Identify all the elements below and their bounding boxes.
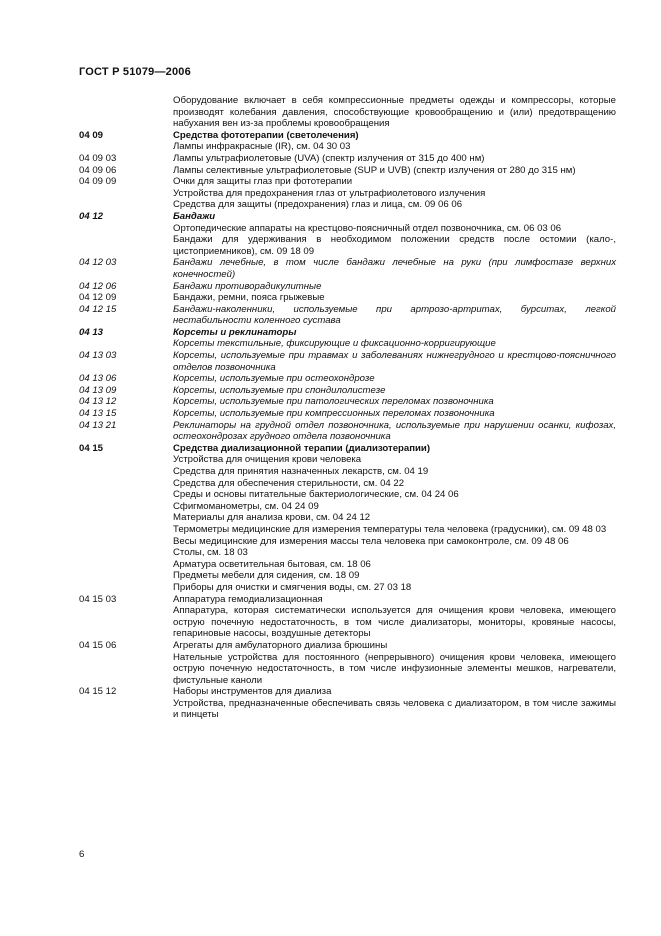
entry-code: 04 13 21 xyxy=(79,419,117,431)
entry-text: Бандажи xyxy=(173,210,216,222)
entry-row xyxy=(79,165,616,177)
entry-row xyxy=(79,686,616,698)
entry-row xyxy=(79,396,616,408)
entry-row xyxy=(79,95,616,130)
entry-text: Корсеты, используемые при спондилолистезе xyxy=(173,384,386,396)
entry-text: Нательные устройства для постоянного (непрерывного) очищения крови человека, имеющего острую почечную недостаточность, в том числе инфузионные элементы мешков, нагреватели, фистульные каноли xyxy=(173,651,616,686)
entry-text: Корсеты, используемые при травмах и заболеваниях нижнегрудного и крестцово-поясничного отделов позвоночника xyxy=(173,350,616,373)
entry-row xyxy=(79,141,616,153)
entry-row xyxy=(79,582,616,594)
entry-text: Оборудование включает в себя компрессионные предметы одежды и компрессоры, которые производят колебания давления, способствующие кровообращению и (или) предотвращению набухания вен из-за проблемы кровообращения xyxy=(173,95,616,130)
entry-code xyxy=(79,605,173,640)
entry-code xyxy=(79,524,173,536)
entry-text: Реклинаторы на грудной отдел позвоночника, используемые при нарушении осанки, кифозах, остеохондрозах грудного отдела позвоночника xyxy=(173,419,616,443)
entry-text: Средства диализационной терапии (диализотерапии) xyxy=(173,442,431,454)
entry-text: Корсеты, используемые при остеохондрозе xyxy=(173,373,375,385)
entry-text: Средства фототерапии (светолечения) xyxy=(173,129,359,141)
entry-text: Очки для защиты глаз при фототерапии xyxy=(173,176,353,188)
entry-code: 04 13 xyxy=(79,326,104,338)
entry-row xyxy=(79,454,616,466)
entry-text: Корсеты, используемые при патологических переломах позвоночника xyxy=(173,396,494,408)
entry-row xyxy=(79,547,616,559)
entry-text: Средства для защиты (предохранения) глаз и лица, см. 09 06 06 xyxy=(173,199,463,211)
entry-row xyxy=(79,176,616,188)
entry-row xyxy=(79,478,616,490)
entry-code: 04 09 06 xyxy=(79,164,117,176)
entry-row xyxy=(79,594,616,606)
entry-text: Сфигмоманометры, см. 04 24 09 xyxy=(173,500,319,512)
entry-code xyxy=(79,188,173,200)
entry-row xyxy=(79,350,616,373)
entry-row xyxy=(79,327,616,339)
entry-code xyxy=(79,478,173,490)
entry-code xyxy=(79,454,173,466)
entry-row xyxy=(79,292,616,304)
entry-code: 04 15 03 xyxy=(79,593,117,605)
entry-row xyxy=(79,443,616,455)
entry-code: 04 13 06 xyxy=(79,373,117,385)
entry-row xyxy=(79,338,616,350)
document-header: ГОСТ Р 51079—2006 xyxy=(79,66,191,78)
entry-row xyxy=(79,524,616,536)
entry-code xyxy=(79,536,173,548)
entry-row xyxy=(79,512,616,524)
entry-text: Весы медицинские для измерения массы тела человека при самоконтроле, см. 09 48 06 xyxy=(173,535,569,547)
entry-code: 04 12 03 xyxy=(79,257,117,269)
entry-code: 04 13 12 xyxy=(79,396,117,408)
entry-row xyxy=(79,211,616,223)
entry-text: Арматура осветительная бытовая, см. 18 06 xyxy=(173,558,371,570)
entry-row xyxy=(79,652,616,687)
entry-code: 04 09 03 xyxy=(79,152,117,164)
entry-code xyxy=(79,559,173,571)
entry-text: Устройства для очищения крови человека xyxy=(173,454,362,466)
entry-row xyxy=(79,373,616,385)
entry-code xyxy=(79,466,173,478)
entry-row xyxy=(79,130,616,142)
entry-text: Бандажи лечебные, в том числе бандажи лечебные на руки (при лимфостазе верхних конечностей) xyxy=(173,257,616,280)
entry-code xyxy=(79,698,173,721)
entry-code: 04 12 06 xyxy=(79,280,117,292)
entry-row xyxy=(79,281,616,293)
entry-code: 04 09 xyxy=(79,129,104,141)
entry-row xyxy=(79,489,616,501)
entry-text: Бандажи для удерживания в необходимом положении средств после остомии (кало-, цистоприемников), см. 09 18 09 xyxy=(173,234,616,257)
entry-text: Корсеты текстильные, фиксирующие и фиксационно-корригирующие xyxy=(173,338,496,350)
entry-row xyxy=(79,570,616,582)
entry-code xyxy=(79,547,173,559)
entry-text: Бандажи противорадикулитные xyxy=(173,280,322,292)
entry-row xyxy=(79,234,616,257)
classification-list xyxy=(79,95,616,721)
entry-code: 04 12 xyxy=(79,210,104,222)
entry-row xyxy=(79,385,616,397)
entry-code: 04 12 09 xyxy=(79,292,117,304)
entry-row xyxy=(79,501,616,513)
entry-text: Бандажи-наколенники, используемые при артрозо-артритах, бурситах, легкой нестабильности коленного сустава xyxy=(173,303,616,327)
entry-code xyxy=(79,234,173,257)
entry-text: Лампы ультрафиолетовые (UVA) (спектр излучения от 315 до 400 нм) xyxy=(173,152,485,164)
entry-text: Приборы для очистки и смягчения воды, см. 27 03 18 xyxy=(173,581,412,593)
entry-text: Лампы инфракрасные (IR), см. 04 30 03 xyxy=(173,141,351,153)
entry-row xyxy=(79,605,616,640)
entry-text: Устройства, предназначенные обеспечивать связь человека с диализатором, в том числе зажимы и пинцеты xyxy=(173,697,616,721)
entry-code: 04 13 15 xyxy=(79,408,117,420)
entry-code xyxy=(79,199,173,211)
entry-text: Материалы для анализа крови, см. 04 24 12 xyxy=(173,512,371,524)
entry-code xyxy=(79,501,173,513)
entry-text: Бандажи, ремни, пояса грыжевые xyxy=(173,292,325,304)
entry-code: 04 13 03 xyxy=(79,350,117,362)
entry-row xyxy=(79,257,616,280)
entry-text: Агрегаты для амбулаторного диализа брюшины xyxy=(173,639,388,651)
entry-text: Корсеты и реклинаторы xyxy=(173,326,297,338)
entry-text: Средства для принятия назначенных лекарств, см. 04 19 xyxy=(173,466,429,477)
entry-row xyxy=(79,466,616,478)
entry-text: Среды и основы питательные бактериологические, см. 04 24 06 xyxy=(173,489,459,501)
page-number: 6 xyxy=(79,849,85,860)
entry-code: 04 09 09 xyxy=(79,176,117,188)
entry-row xyxy=(79,698,616,721)
entry-row xyxy=(79,199,616,211)
entry-text: Предметы мебели для сидения, см. 18 09 xyxy=(173,570,360,582)
entry-code: 04 15 xyxy=(79,442,104,454)
entry-code xyxy=(79,223,173,235)
entry-code: 04 15 06 xyxy=(79,639,117,651)
entry-text: Наборы инструментов для диализа xyxy=(173,686,332,698)
entry-code xyxy=(79,141,173,153)
entry-text: Ортопедические аппараты на крестцово-поясничный отдел позвоночника, см. 06 03 06 xyxy=(173,222,562,234)
entry-row xyxy=(79,559,616,571)
entry-text: Аппаратура гемодиализационная xyxy=(173,593,323,605)
entry-text: Средства для обеспечения стерильности, см. 04 22 xyxy=(173,477,405,489)
entry-row xyxy=(79,188,616,200)
entry-text: Корсеты, используемые при компрессионных переломах позвоночника xyxy=(173,408,495,420)
entry-code: 04 15 12 xyxy=(79,686,117,698)
entry-row xyxy=(79,408,616,420)
entry-code: 04 12 15 xyxy=(79,303,117,315)
entry-code xyxy=(79,489,173,501)
entry-code xyxy=(79,338,173,350)
entry-code xyxy=(79,652,173,687)
entry-text: Термометры медицинские для измерения температуры тела человека (градусники), см. 09 48 03 xyxy=(173,523,607,535)
entry-code: 04 13 09 xyxy=(79,384,117,396)
entry-row xyxy=(79,536,616,548)
entry-code xyxy=(79,95,173,130)
entry-text: Устройства для предохранения глаз от ультрафиолетового излучения xyxy=(173,187,486,199)
entry-text: Столы, см. 18 03 xyxy=(173,547,248,559)
entry-row xyxy=(79,153,616,165)
entry-row xyxy=(79,304,616,327)
entry-code xyxy=(79,582,173,594)
entry-text: Лампы селективные ультрафиолетовые (SUP и UVB) (спектр излучения от 280 до 315 нм) xyxy=(173,164,576,176)
entry-row xyxy=(79,420,616,443)
entry-row xyxy=(79,640,616,652)
entry-code xyxy=(79,570,173,582)
entry-text: Аппаратура, которая систематически используется для очищения крови человека, имеющего острую почечную недостаточность, в том числе диализаторы, мониторы, кровяные насосы, гепариновые насосы, воздушные детекторы xyxy=(173,605,616,640)
entry-row xyxy=(79,223,616,235)
entry-code xyxy=(79,512,173,524)
